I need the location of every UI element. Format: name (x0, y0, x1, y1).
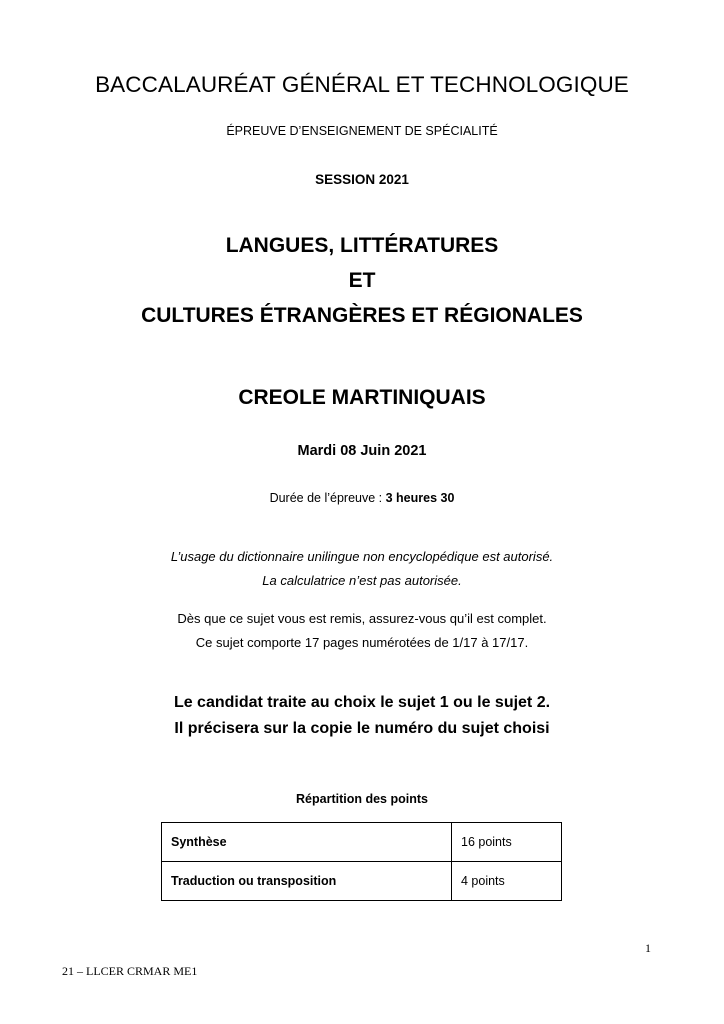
subject-line-2: ET (348, 269, 376, 292)
duration-label: Durée de l’épreuve : (269, 491, 386, 505)
subject-code: 21 – LLCER CRMAR ME1 (62, 964, 198, 978)
choice-instruction-2: Il précisera sur la copie le numéro du sujet choisi (174, 720, 550, 737)
table-row (162, 862, 562, 901)
exam-type: ÉPREUVE D’ENSEIGNEMENT DE SPÉCIALITÉ (226, 124, 498, 138)
duration-value: 3 heures 30 (385, 491, 455, 505)
table-row (162, 823, 562, 862)
exam-title: BACCALAURÉAT GÉNÉRAL ET TECHNOLOGIQUE (95, 72, 629, 97)
language-title: CREOLE MARTINIQUAIS (238, 386, 486, 409)
points-value: 4 points (452, 862, 562, 901)
page-number: 1 (645, 941, 651, 955)
calculator-rule: La calculatrice n’est pas autorisée. (262, 573, 462, 588)
subject-line-3: CULTURES ÉTRANGÈRES ET RÉGIONALES (141, 304, 583, 327)
points-value: 16 points (452, 823, 562, 862)
completeness-notice: Dès que ce sujet vous est remis, assurez-vous qu’il est complet. (177, 611, 547, 626)
choice-instruction-1: Le candidat traite au choix le sujet 1 ou le sujet 2. (173, 694, 551, 711)
session-label: SESSION 2021 (315, 172, 409, 187)
exam-date: Mardi 08 Juin 2021 (297, 443, 427, 459)
page-count-notice: Ce sujet comporte 17 pages numérotées de 1/17 à 17/17. (195, 635, 529, 650)
subject-line-1: LANGUES, LITTÉRATURES (225, 234, 499, 257)
points-title: Répartition des points (296, 792, 428, 806)
points-label: Synthèse (162, 823, 452, 862)
points-table (161, 822, 562, 901)
points-label: Traduction ou transposition (162, 862, 452, 901)
dictionary-rule: L’usage du dictionnaire unilingue non encyclopédique est autorisé. (170, 549, 554, 564)
exam-duration (0, 491, 724, 505)
